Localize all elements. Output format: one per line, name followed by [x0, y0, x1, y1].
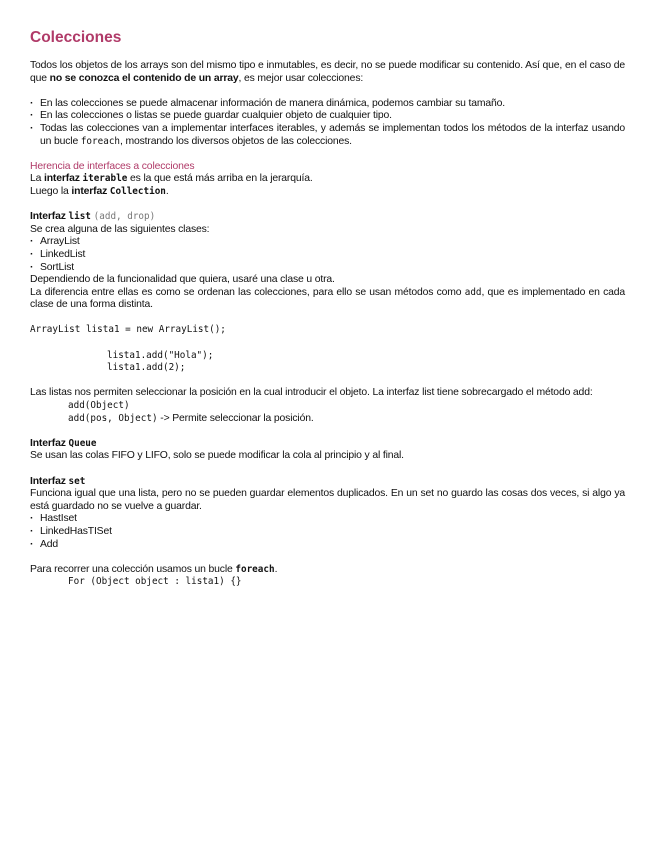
queue-section-heading [30, 438, 625, 451]
text: . [274, 563, 278, 575]
inline-code: Collection [109, 185, 166, 197]
intro-line-1: Todos los objetos de los arrays son del mismo tipo e inmutables, es decir, no se puede modificar su contenido. [30, 60, 523, 71]
list-item [30, 98, 625, 111]
queue-section-text: Se usan las colas FIFO y LIFO, solo se puede modificar la cola al principio y al final. [30, 450, 404, 462]
heading-text: Interfaz [30, 211, 66, 223]
spacer [30, 551, 625, 564]
bullet-text: En las colecciones se puede almacenar información de manera dinámica, podemos cambiar su tamaño. [40, 97, 505, 109]
bullet-text: Todas las colecciones van a implementar interfaces iterables, y además se implementan todos los métodos de la interfaz usando un bucle [40, 122, 625, 147]
collections-bullet-list [30, 98, 625, 148]
set-section-heading [30, 476, 625, 489]
code-line: lista1.add(2); [107, 362, 186, 374]
list-classes [30, 236, 625, 274]
text: La diferencia entre ellas es como se ordenan las colecciones, para ello se usan métodos como [30, 286, 465, 298]
code-line: lista1.add("Hola"); [107, 349, 214, 361]
inline-code: add [464, 286, 482, 298]
section-subtitle-herencia: Herencia de interfaces a colecciones [30, 160, 195, 172]
herencia-line-2 [30, 186, 625, 199]
code-line: ArrayList lista1 = new ArrayList(); [30, 324, 226, 336]
bullet-text: En las colecciones o listas se puede guardar cualquier objeto de cualquier tipo. [40, 110, 392, 122]
bullet-text: , mostrando los diversos objetos de las colecciones. [120, 135, 352, 147]
list-section-p1: Dependiendo de la funcionalidad que quiera, usaré una clase u otra. [30, 274, 335, 286]
text: , que es implementado en cada clase de una forma distinta. [30, 286, 626, 311]
list-item [30, 110, 625, 123]
bold-text: interfaz [44, 173, 80, 185]
spacer [30, 148, 625, 161]
list-item: · LinkedHasTISet [30, 526, 625, 539]
set-classes [30, 513, 625, 551]
herencia-line-1 [30, 173, 625, 186]
inline-code: list [68, 211, 91, 223]
list-section-p3: Las listas nos permiten seleccionar la posición en la cual introducir el objeto. La interfaz list tiene sobrecargado el método add: [30, 387, 593, 399]
heading-text: Interfaz [30, 475, 66, 487]
text: -> Permite seleccionar la posición. [157, 412, 314, 424]
list-item: · Add [30, 539, 625, 552]
spacer [30, 425, 625, 438]
list-section-intro: Se crea alguna de las siguientes clases: [30, 223, 210, 235]
list-section-p2 [30, 287, 625, 312]
text: . [165, 185, 169, 197]
spacer [30, 463, 625, 476]
page-title: Colecciones [30, 29, 122, 46]
list-section-heading [30, 211, 625, 224]
text: Para recorrer una colección usamos un bucle [30, 563, 236, 575]
text: es la que está más arriba en la jerarquía. [127, 173, 313, 185]
bold-text: interfaz [71, 185, 108, 197]
inline-code: set [68, 475, 86, 487]
list-item: · LinkedList [30, 249, 625, 262]
document-page [30, 28, 625, 589]
heading-text: Interfaz [30, 437, 66, 449]
list-item: · SortList [30, 262, 625, 275]
add-overload-line [30, 413, 625, 426]
code-line: add(Object) [68, 400, 130, 412]
inline-code: iterable [82, 173, 128, 185]
spacer [30, 199, 625, 212]
inline-code: add(pos, Object) [68, 412, 158, 424]
intro-paragraph [30, 60, 625, 85]
spacer [30, 337, 625, 350]
inline-code: Queue [68, 437, 97, 449]
list-item [30, 123, 625, 148]
recorrer-line [30, 564, 625, 577]
intro-emphasis: no se conozca el contenido de un array [49, 72, 239, 84]
spacer [30, 312, 625, 325]
set-section-text: Funciona igual que una lista, pero no se pueden guardar elementos duplicados. En un set no guardo las cosas dos veces, si algo ya está guardado no se vuelve a guardar. [30, 488, 625, 512]
intro-line-2-pre: Así que, en el caso de que [30, 60, 625, 84]
list-item: · ArrayList [30, 236, 625, 249]
inline-code: foreach [80, 135, 121, 147]
intro-line-2-post: , es mejor usar colecciones: [238, 72, 364, 84]
text: La [30, 173, 44, 185]
spacer [30, 85, 625, 98]
code-line-foreach: For (Object object : lista1) {} [68, 576, 242, 588]
inline-code-grey: (add, drop) [93, 211, 156, 223]
text: Luego la [30, 185, 72, 197]
spacer [30, 375, 625, 388]
list-item: · HastIset [30, 513, 625, 526]
inline-code: foreach [235, 563, 275, 575]
code-block-arraylist [30, 324, 625, 374]
